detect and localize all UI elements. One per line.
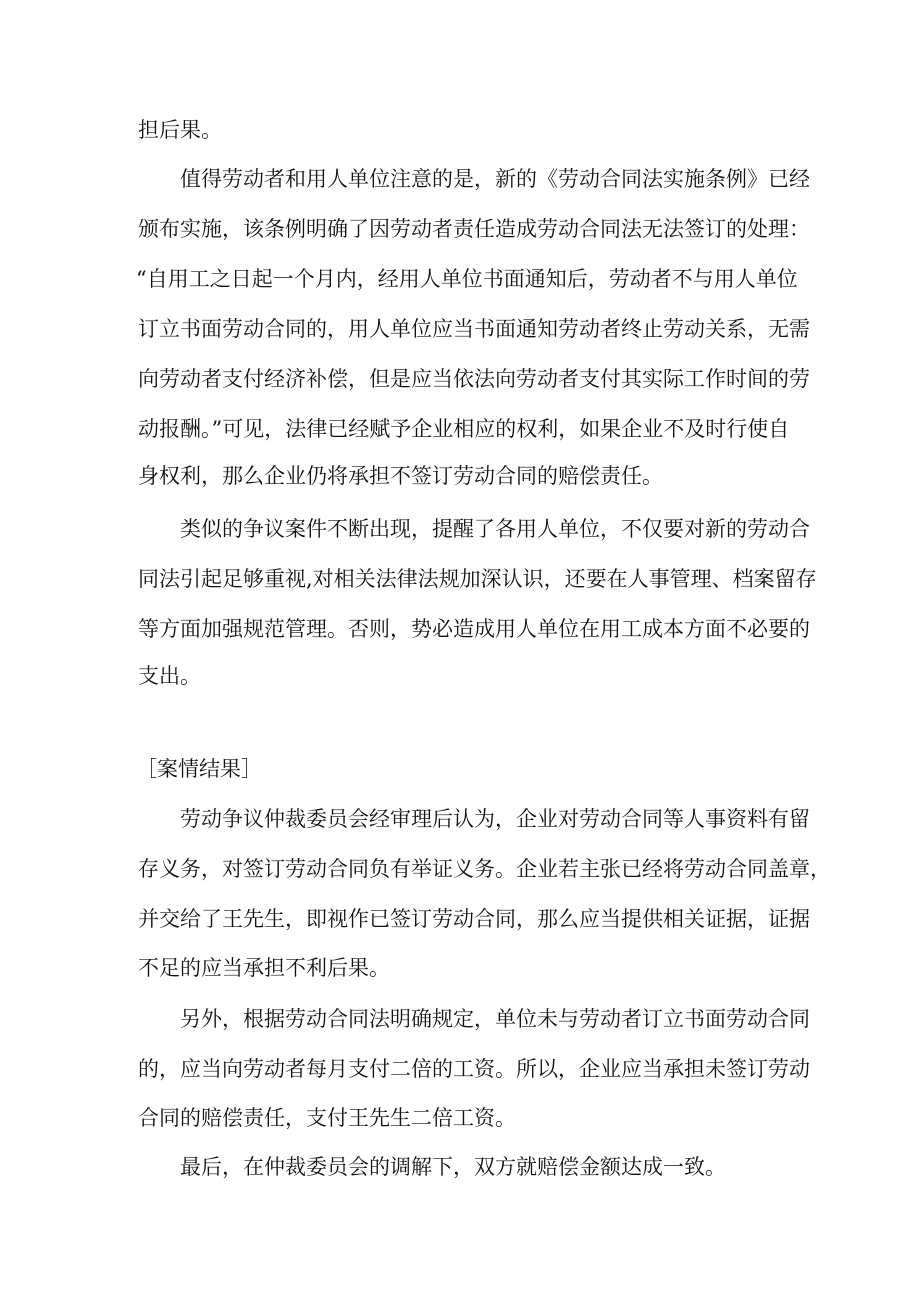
paragraph-line: 担后果。	[138, 118, 222, 142]
paragraph-line: “自用工之日起一个月内，经用人单位书面通知后，劳动者不与用人单位	[136, 267, 798, 291]
paragraph-line: 并交给了王先生，即视作已签订劳动合同，那么应当提供相关证据，证据	[138, 907, 810, 931]
paragraph-line: 不足的应当承担不利后果。	[138, 956, 390, 980]
paragraph-line: 合同的赔偿责任，支付王先生二倍工资。	[138, 1106, 516, 1130]
paragraph-line: 类似的争议案件不断出现，提醒了各用人单位，不仅要对新的劳动合	[180, 517, 810, 541]
paragraph-line: 身权利，那么企业仍将承担不签订劳动合同的赔偿责任。	[138, 464, 663, 488]
paragraph-line: 颁布实施，该条例明确了因劳动者责任造成劳动合同法无法签订的处理：	[138, 217, 810, 241]
paragraph-line: 值得劳动者和用人单位注意的是，新的《劳动合同法实施条例》已经	[180, 167, 810, 191]
paragraph-line: 的，应当向劳动者每月支付二倍的工资。所以，企业应当承担未签订劳动	[138, 1057, 810, 1081]
paragraph-line: 向劳动者支付经济补偿，但是应当依法向劳动者支付其实际工作时间的劳	[138, 367, 810, 391]
paragraph-line: 支出。	[138, 664, 201, 688]
paragraph-line: 另外，根据劳动合同法明确规定，单位未与劳动者订立书面劳动合同	[180, 1007, 810, 1031]
section-heading: ［案情结果］	[136, 757, 262, 781]
paragraph-line: 动报酬。”可见，法律已经赋予企业相应的权利，如果企业不及时行使自	[138, 417, 790, 441]
paragraph-line: 存义务，对签订劳动合同负有举证义务。企业若主张已经将劳动合同盖章，	[138, 857, 831, 881]
paragraph-line: 等方面加强规范管理。否则，势必造成用人单位在用工成本方面不必要的	[138, 617, 810, 641]
paragraph-line: 最后，在仲裁委员会的调解下，双方就赔偿金额达成一致。	[180, 1155, 726, 1179]
paragraph-line: 劳动争议仲裁委员会经审理后认为，企业对劳动合同等人事资料有留	[180, 807, 810, 831]
paragraph-line: 同法引起足够重视,对相关法律法规加深认识，还要在人事管理、档案留存	[138, 567, 817, 591]
paragraph-line: 订立书面劳动合同的，用人单位应当书面通知劳动者终止劳动关系，无需	[138, 317, 810, 341]
